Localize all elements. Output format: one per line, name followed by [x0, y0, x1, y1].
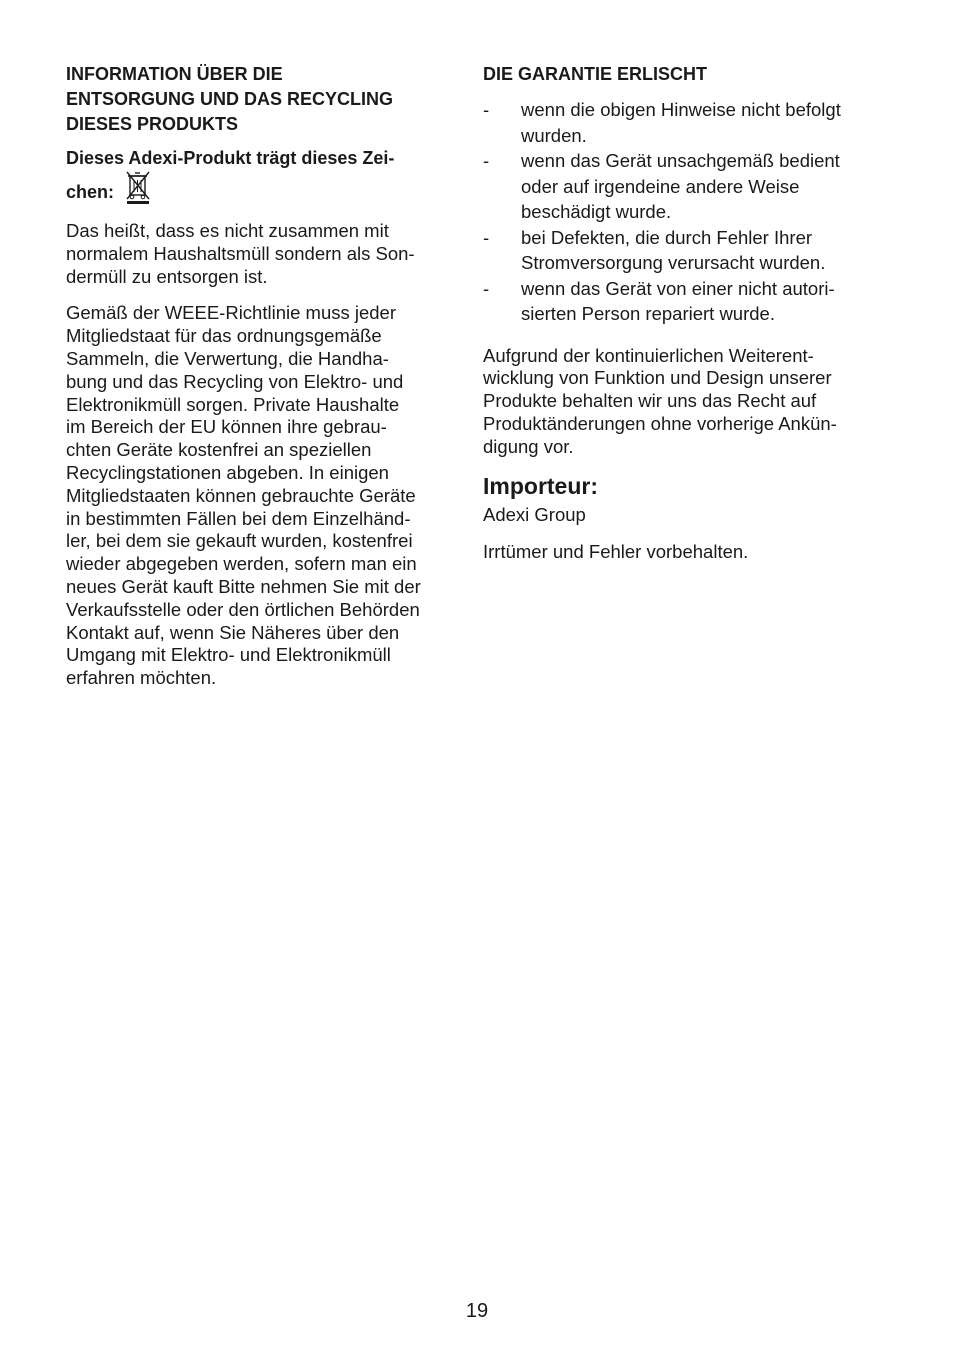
right-column	[483, 62, 883, 578]
symbol-statement	[66, 147, 458, 210]
disposal-paragraph: Das heißt, dass es nicht zusammen mit normalem Haushaltsmüll sondern als Son- dermüll zu entsorgen ist.	[66, 220, 415, 287]
list-item-text: bei Defekten, die durch Fehler Ihrer Stromversorgung verursacht wurden.	[521, 226, 826, 273]
dash-marker: -	[483, 277, 490, 299]
list-item-text: wenn die obigen Hinweise nicht befolgt wurden.	[521, 99, 841, 146]
weee-paragraph: Gemäß der WEEE-Richtlinie muss jeder Mitgliedstaat für das ordnungsgemäße Sammeln, die Verwertung, die Handha- bung und das Recycling von Elektro- und Elektronikmüll sorgen. Private Haushalte im Bereich der EU können ihre gebrau- chten Geräte kostenfrei an speziellen Recyclingstationen abgeben. In einigen Mitgliedstaaten können gebrauchte Geräte in bestimmten Fällen bei dem Einzelhänd- ler, bei dem sie gekauft wurden, kostenfrei wieder abgegeben werden, sofern man ein neues Gerät kauft Bitte nehmen Sie mit der Verkaufsstelle oder den örtlichen Behörden Kontakt auf, wenn Sie Näheres über den Umgang mit Elektro- und Elektronikmüll erfahren möchten.	[66, 302, 421, 689]
product-changes-paragraph: Aufgrund der kontinuierlichen Weiterent- wicklung von Funktion und Design unserer Produkte behalten wir uns das Recht auf Produktänderungen ohne vorherige Ankün- digung vor.	[483, 344, 837, 457]
list-item	[483, 97, 883, 148]
left-column	[66, 62, 458, 704]
list-item-text: wenn das Gerät von einer nicht autori- sierten Person repariert wurde.	[521, 277, 835, 324]
symbol-statement-line2: chen:	[66, 182, 115, 202]
list-item	[483, 148, 883, 225]
importer-name: Adexi Group	[483, 504, 586, 526]
symbol-statement-line1: Dieses Adexi-Produkt trägt dieses Zei-	[66, 148, 395, 168]
dash-marker: -	[483, 226, 490, 248]
disclaimer-text: Irrtümer und Fehler vorbehalten.	[483, 541, 749, 563]
importer-heading: Importeur:	[483, 473, 598, 500]
dash-marker: -	[483, 150, 490, 171]
disposal-heading: INFORMATION ÜBER DIE ENTSORGUNG UND DAS RECYCLING DIESES PRODUKTS	[66, 64, 394, 134]
list-item	[483, 225, 883, 276]
warranty-heading: DIE GARANTIE ERLISCHT	[483, 64, 708, 84]
dash-marker: -	[483, 99, 490, 120]
list-item	[483, 276, 883, 327]
list-item-text: wenn das Gerät unsachgemäß bedient oder auf irgendeine andere Weise beschädigt wurde.	[521, 150, 840, 222]
warranty-conditions-list	[483, 97, 883, 327]
crossed-out-wheelie-bin-icon	[125, 170, 151, 210]
page-number: 19	[465, 1300, 489, 1322]
